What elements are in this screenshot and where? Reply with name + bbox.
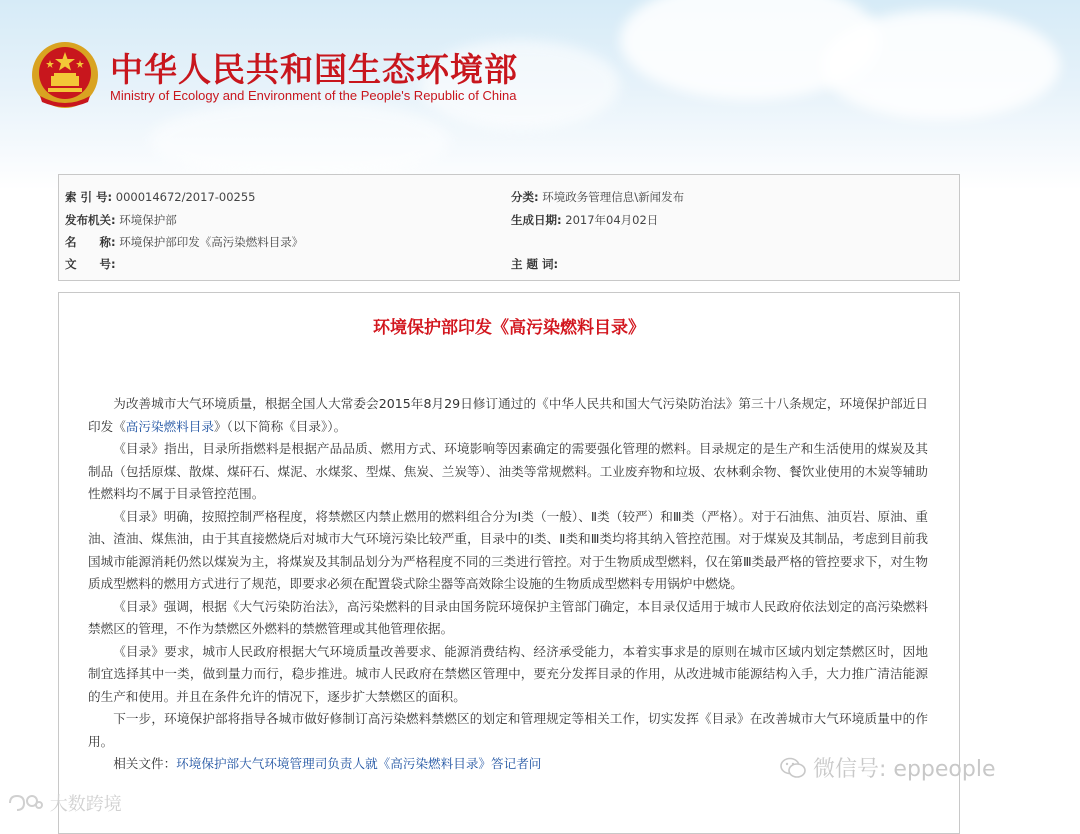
paragraph-text: 》（以下简称《目录》）。 [213,418,347,434]
meta-index-label: 索 引 号: [65,190,113,204]
article-paragraph: 《目录》指出，目录所指燃料是根据产品品质、燃用方式、环境影响等因素确定的需要强化管理的燃料。目录规定的是生产和生活使用的煤炭及其制品（包括原煤、散煤、煤矸石、煤泥、水煤浆、型煤、焦炭、兰炭等）、油类等常规燃料。工业废弃物和垃圾、农林剩余物、餐饮业使用的木炭等辅助性燃料均不属于目录管控范围。 [88,441,928,501]
article-title: 环境保护部印发《高污染燃料目录》 [373,318,645,338]
meta-name-row [65,234,303,250]
meta-issuer-label: 发布机关: [65,213,116,227]
meta-issuer-row [65,212,177,228]
meta-date-value: 2017年04月02日 [565,213,659,227]
site-header [30,38,630,118]
meta-index-value: 000014672/2017-00255 [115,190,256,204]
meta-index-row [65,189,256,205]
wechat-watermark [780,752,995,783]
meta-name-value: 环境保护部印发《高污染燃料目录》 [119,235,304,249]
site-title-cn: 中华人民共和国生态环境部 [110,50,518,89]
wechat-id: 微信号: eppeople [813,757,996,782]
article-paragraph: 下一步，环境保护部将指导各城市做好修制订高污染燃料禁燃区的划定和管理规定等相关工作，切实发挥《目录》在改善城市大气环境质量中的作用。 [88,711,928,749]
meta-docno-row [65,256,116,272]
article-paragraph: 《目录》要求，城市人民政府根据大气环境质量改善要求、能源消费结构、经济承受能力，本着实事求是的原则在城市区域内划定禁燃区时，因地制宜选择其中一类，做到量力而行，稳步推进。城市人民政府在禁燃区管理中，要充分发挥目录的作用，从改进城市能源结构入手，大力推广清洁能源的生产和使用。并且在条件允许的情况下，逐步扩大禁燃区的面积。 [88,643,928,704]
article-paragraph: 《目录》明确，按照控制严格程度，将禁燃区内禁止燃用的燃料组合分为Ⅰ类（一般）、Ⅱ类（较严）和Ⅲ类（严格）。对于石油焦、油页岩、原油、重油、渣油、煤焦油，由于其直接燃烧后对城市大气环境污染比较严重，目录中的Ⅰ类、Ⅱ类和Ⅲ类均将其纳入管控范围。对于煤炭及其制品，考虑到目前我国城市能源消耗仍然以煤炭为主，将煤炭及其制品划分为严格程度不同的三类进行管控。对于生物质成型燃料，仅在第Ⅲ类最严格的管控要求下，对生物质成型燃料的燃用方式进行了规范，即要求必须在配置袋式除尘器等高效除尘设施的生物质成型燃料专用锅炉中燃烧。 [88,508,928,591]
article-body [88,393,928,776]
meta-name-label: 名 称: [65,235,116,249]
meta-docno-label: 文 号: [65,257,116,271]
national-emblem-icon [30,40,100,110]
meta-date-label: 生成日期: [511,213,562,227]
paragraph-text: 为改善城市大气环境质量，根据全国人大常委会2015年8月29日修订通过的《中华人民共和国大气污染防治法》第三十八条规定，环境保护部近日印发《 [88,396,928,434]
meta-category-value: 环境政务管理信息\新闻发布 [542,190,685,204]
meta-issuer-value: 环境保护部 [119,213,177,227]
article-paragraph [88,393,928,438]
wechat-icon [780,757,806,779]
catalog-link[interactable]: 高污染燃料目录 [125,418,214,434]
meta-category-row [511,189,684,205]
meta-category-label: 分类: [511,190,539,204]
related-file-link[interactable]: 环境保护部大气环境管理司负责人就《高污染燃料目录》答记者问 [176,756,542,771]
document-metadata-panel [58,174,960,281]
meta-keywords-label: 主 题 词: [511,257,559,271]
meta-keywords-row [511,256,558,272]
cloud-decor [820,10,1060,120]
related-files-label: 相关文件： [113,756,177,771]
brand-logo-icon [6,793,44,813]
article-paragraph: 《目录》强调，根据《大气污染防治法》，高污染燃料的目录由国务院环境保护主管部门确定，本目录仅适用于城市人民政府依法划定的高污染燃料禁燃区的管理，不作为禁燃区外燃料的禁燃管理或其他管理依据。 [88,598,928,636]
brand-watermark-text: 大数跨境 [49,794,122,815]
brand-watermark [6,790,122,816]
meta-date-row [511,212,658,228]
site-title-en: Ministry of Ecology and Environment of the People's Republic of China [110,88,517,103]
